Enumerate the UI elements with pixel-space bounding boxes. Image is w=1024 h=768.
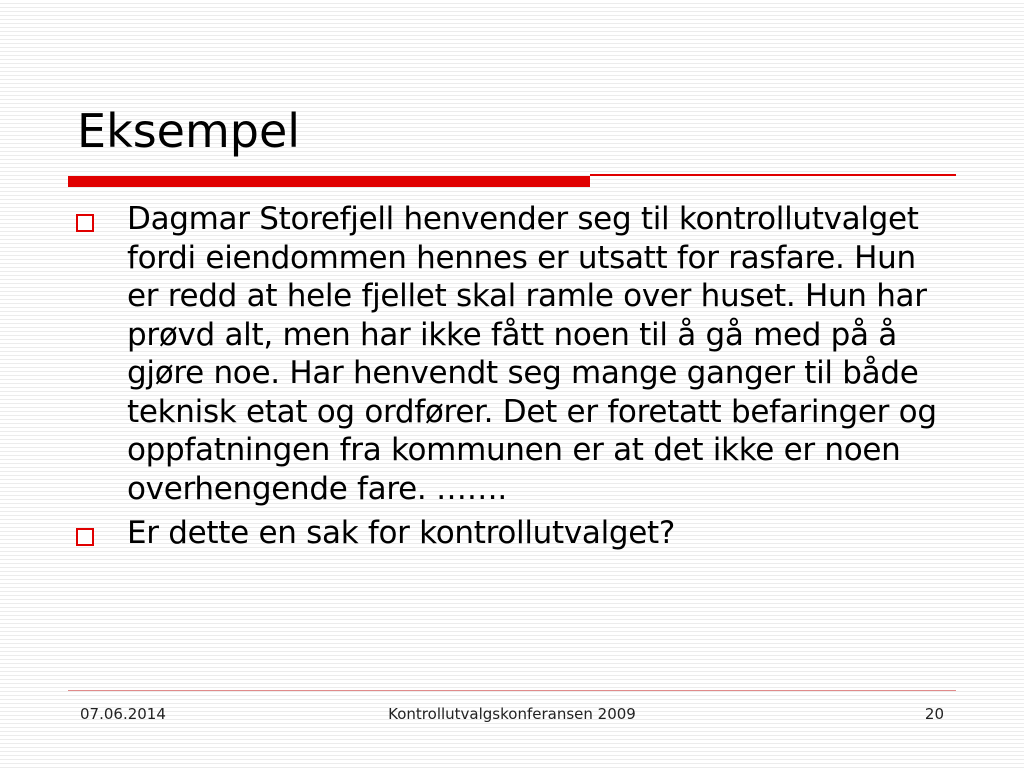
bullet-text: Dagmar Storefjell henvender seg til kontrollutvalget fordi eiendommen hennes er utsatt for rasfare. Hun er redd at hele fjellet skal ramle over huset. Hun har prøvd alt, men har ikke fått noen til å gå med på å gjøre noe. Har henvendt seg mange ganger til både teknisk etat og ordfører. Det er foretatt befaringer og oppfatningen fra kommunen er at det ikke er noen overhengende fare. ……. [127, 201, 937, 507]
footer-title: Kontrollutvalgskonferansen 2009 [388, 705, 636, 723]
slide-body [76, 200, 956, 559]
bullet-item [76, 200, 956, 508]
square-bullet-icon [76, 528, 94, 546]
slide-title: Eksempel [77, 104, 301, 158]
footer-divider [68, 690, 956, 691]
bullet-text: Er dette en sak for kontrollutvalget? [127, 515, 676, 551]
title-underline-thin [590, 174, 956, 176]
title-underline-thick [68, 176, 590, 187]
bullet-item [76, 514, 956, 553]
footer-date: 07.06.2014 [80, 705, 166, 723]
square-bullet-icon [76, 214, 94, 232]
page-number: 20 [924, 705, 944, 723]
